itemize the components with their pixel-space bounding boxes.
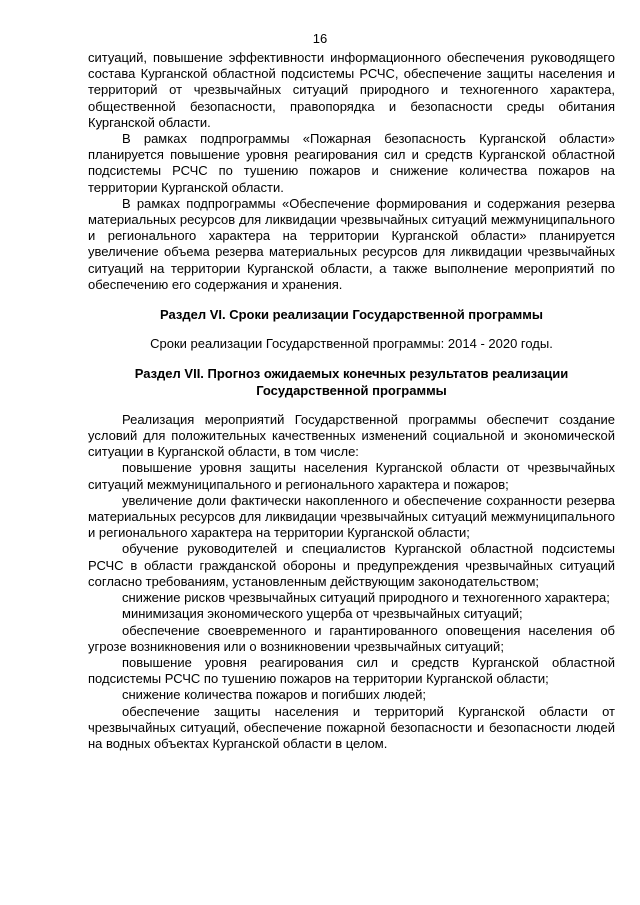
section-6-heading: Раздел VI. Сроки реализации Государственной программы — [160, 307, 543, 323]
result-item: повышение уровня защиты населения Курганской области от чрезвычайных ситуаций межмуниципального и регионального характера и пожаров; — [88, 460, 615, 492]
result-item: увеличение доли фактически накопленного и обеспечение сохранности резерва материальных ресурсов для ликвидации чрезвычайных ситуаций межмуниципального и регионального характера на территории Курганской области; — [88, 492, 615, 541]
document-body — [88, 50, 615, 752]
result-item: обеспечение защиты населения и территорий Курганской области от чрезвычайных ситуаций, обеспечение пожарной безопасности и безопасности людей на водных объектах Курганской области в целом. — [88, 703, 615, 751]
section-7-heading-line1: Раздел VII. Прогноз ожидаемых конечных результатов реализации — [134, 366, 569, 382]
section-7-heading — [88, 366, 615, 398]
paragraph-continuation: ситуаций, повышение эффективности информационного обеспечения руководящего состава Курганской областной подсистемы РСЧС, обеспечение защиты населения и территорий от чрезвычайных ситуаций природного и техногенного характера, общественной безопасности, правопорядка и безопасности среды обитания Курганской области. — [88, 50, 615, 130]
page-number: 16 — [312, 31, 328, 46]
result-item: обеспечение своевременного и гарантированного оповещения населения об угрозе возникновения или о возникновении чрезвычайных ситуаций; — [88, 622, 615, 654]
result-item: снижение рисков чрезвычайных ситуаций природного и техногенного характера; — [122, 590, 610, 606]
paragraph-fire-safety: В рамках подпрограммы «Пожарная безопасность Курганской области» планируется повышение уровня реагирования сил и средств Курганской областной подсистемы РСЧС по тушению пожаров и снижение количества пожаров на территории Курганской области. — [88, 131, 615, 195]
paragraph-reserve: В рамках подпрограммы «Обеспечение формирования и содержания резерва материальных ресурсов для ликвидации чрезвычайных ситуаций межмуниципального и регионального характера на территории Курганской области» планируется увеличение объема резерва материальных ресурсов для ликвидации чрезвычайных ситуаций на территории Курганской области, а также выполнение мероприятий по обеспечению его содержания и хранения. — [88, 195, 615, 292]
section-7-heading-line2: Государственной программы — [256, 382, 447, 398]
result-item: минимизация экономического ущерба от чрезвычайных ситуаций; — [122, 606, 523, 622]
result-item: обучение руководителей и специалистов Курганской областной подсистемы РСЧС в области гражданской обороны и предупреждения чрезвычайных ситуаций согласно требованиям, установленным действующим законодательством; — [88, 541, 615, 589]
section-6-text: Сроки реализации Государственной программы: 2014 - 2020 годы. — [150, 336, 553, 352]
result-item: повышение уровня реагирования сил и средств Курганской областной подсистемы РСЧС по тушению пожаров на территории Курганской области; — [88, 654, 615, 687]
result-item: снижение количества пожаров и погибших людей; — [122, 687, 426, 703]
section-7-intro: Реализация мероприятий Государственной программы обеспечит создание условий для положительных качественных изменений социальной и экономической ситуации в Курганской области, в том числе: — [88, 411, 615, 460]
